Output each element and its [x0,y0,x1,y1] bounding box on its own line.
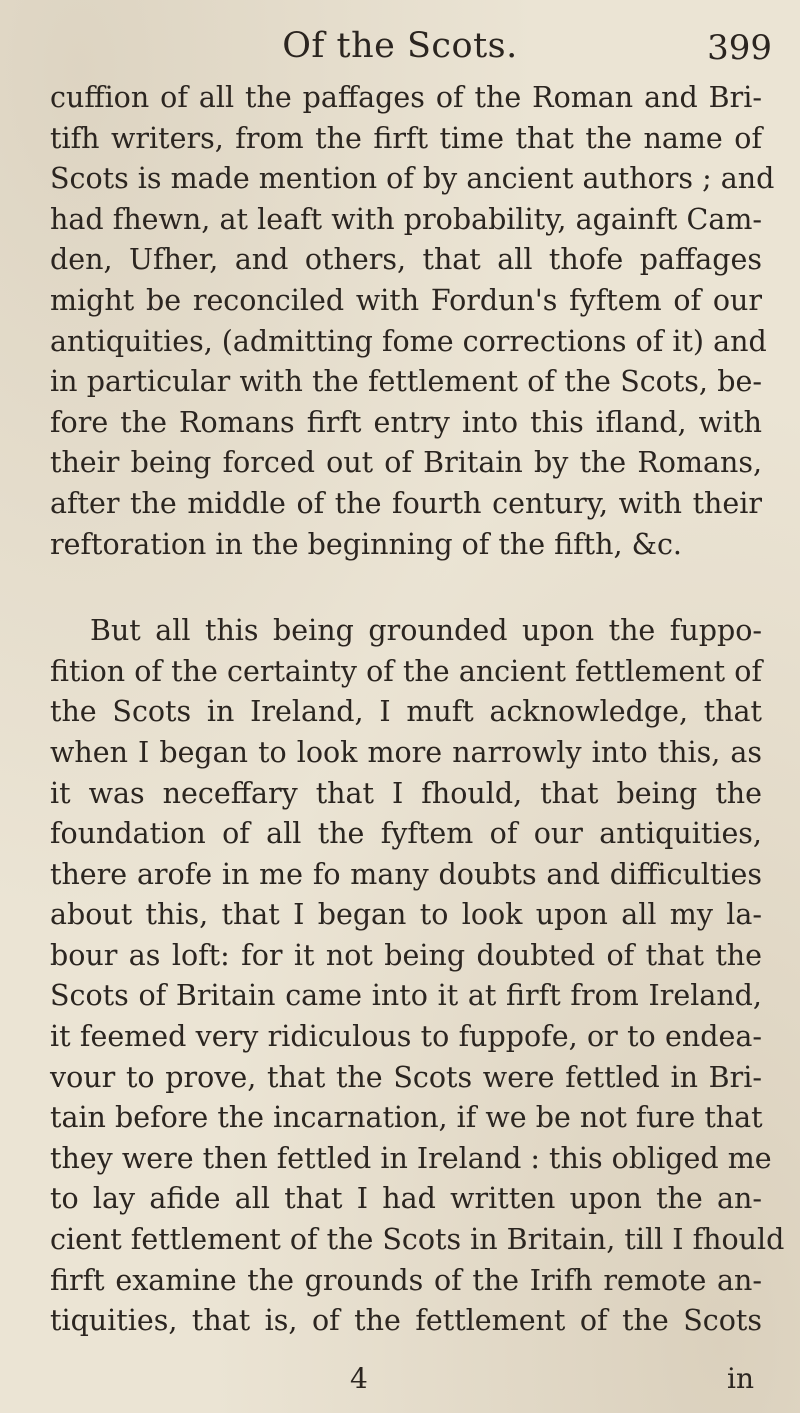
text-line: when I began to look more narrowly into this, as [50,735,762,769]
page-footer [50,1362,762,1402]
text-line: bour as loft: for it not being doubted of that the [50,938,762,972]
text-line: about this, that I began to look upon all my la- [50,898,762,932]
text-line: might be reconciled with Fordun's fyftem of our [50,283,762,317]
paragraph-gap [50,565,762,611]
page-number: 399 [707,28,772,68]
text-line: den, Ufher, and others, that all thofe paffages [50,243,762,277]
paragraph-1 [50,78,775,565]
text-line: their being forced out of Britain by the Romans, [50,446,762,480]
text-line: tifh writers, from the firft time that the name of [50,121,762,155]
text-line: firft examine the grounds of the Irifh remote an- [50,1263,762,1297]
text-line: fition of the certainty of the ancient fettlement of [50,654,762,688]
text-line: tiquities, that is, of the fettlement of the Scots [50,1304,762,1338]
text-line: But all this being grounded upon the fuppo- [90,614,762,648]
paragraph-2 [50,611,785,1342]
text-line: in particular with the fettlement of the Scots, be- [50,365,762,399]
page-header [0,26,800,76]
text-line: antiquities, (admitting fome corrections of it) and [50,324,767,358]
text-line: fore the Romans firft entry into this ifland, with [50,405,762,439]
text-line: had fhewn, at leaft with probability, againft Cam- [50,202,762,236]
text-line: Scots of Britain came into it at firft from Ireland, [50,979,762,1013]
text-line: it was neceffary that I fhould, that being the [50,776,762,810]
text-line: vour to prove, that the Scots were fettled in Bri- [50,1060,762,1094]
text-line: cuffion of all the paffages of the Roman and Bri- [50,81,762,114]
text-line: the Scots in Ireland, I muft acknowledge, that [50,695,762,729]
text-line: to lay afide all that I had written upon the an- [50,1182,762,1216]
text-line: foundation of all the fyftem of our antiquities, [50,817,762,851]
body-text [50,78,785,1342]
text-line: Scots is made mention of by ancient authors ; and [50,162,775,196]
text-line: there arofe in me fo many doubts and difficulties [50,857,762,891]
catchword: in [727,1362,754,1395]
text-line: reftoration in the beginning of the fifth, &c. [50,527,682,561]
text-line: after the middle of the fourth century, with their [50,486,762,520]
signature-mark: 4 [350,1362,368,1395]
running-head: Of the Scots. [282,26,518,66]
text-line: it feemed very ridiculous to fuppofe, or to endea- [50,1020,762,1054]
text-line: they were then fettled in Ireland : this obliged me [50,1141,772,1175]
text-line: cient fettlement of the Scots in Britain, till I fhould [50,1223,785,1257]
text-line: tain before the incarnation, if we be not fure that [50,1101,763,1135]
